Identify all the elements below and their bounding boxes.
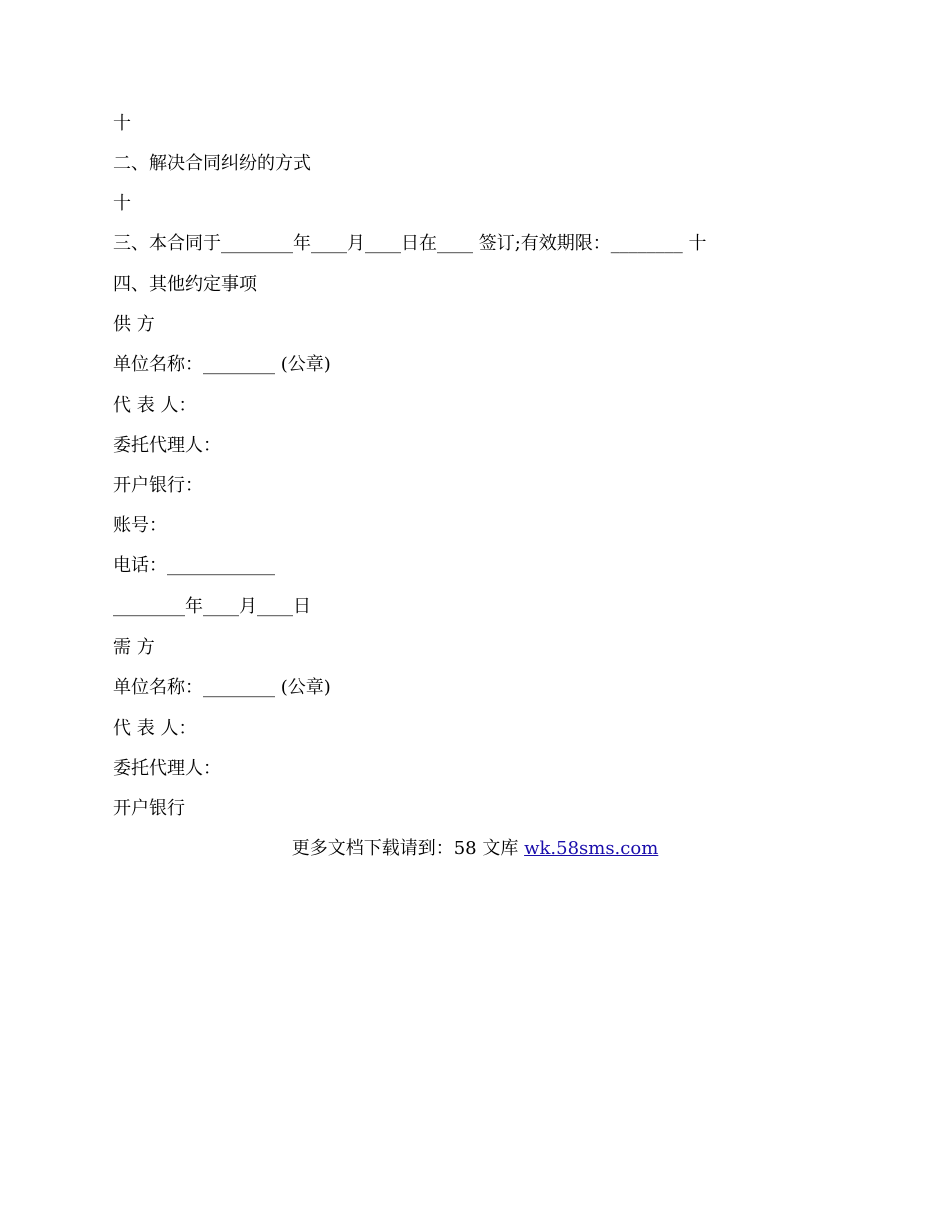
doc-line-3: 十 <box>113 193 131 214</box>
doc-line-14: 需 方 <box>113 637 155 658</box>
doc-line-17: 委托代理人： <box>113 758 221 779</box>
footer-link[interactable]: wk.58sms.com <box>524 838 659 859</box>
doc-line-8: 代 表 人： <box>113 395 197 416</box>
doc-line-13: ________年____月____日 <box>113 596 311 617</box>
footer-text: 更多文档下载请到：58 文库 <box>291 838 525 859</box>
doc-line-7: 单位名称：________ (公章) <box>113 354 331 375</box>
doc-line-9: 委托代理人： <box>113 435 221 456</box>
doc-line-10: 开户银行： <box>113 475 203 496</box>
doc-line-15: 单位名称：________ (公章) <box>113 677 331 698</box>
doc-line-12: 电话：____________ <box>113 555 275 576</box>
doc-line-2: 二、解决合同纠纷的方式 <box>113 153 311 174</box>
footer <box>0 837 950 861</box>
doc-line-4: 三、本合同于________年____月____日在____ 签订;有效期限：________ 十 <box>113 233 707 254</box>
doc-line-18: 开户银行 <box>113 798 185 819</box>
doc-line-16: 代 表 人： <box>113 718 197 739</box>
doc-line-1: 十 <box>113 113 131 134</box>
doc-line-6: 供 方 <box>113 314 155 335</box>
doc-line-5: 四、其他约定事项 <box>113 274 257 295</box>
doc-line-11: 账号： <box>113 515 167 536</box>
